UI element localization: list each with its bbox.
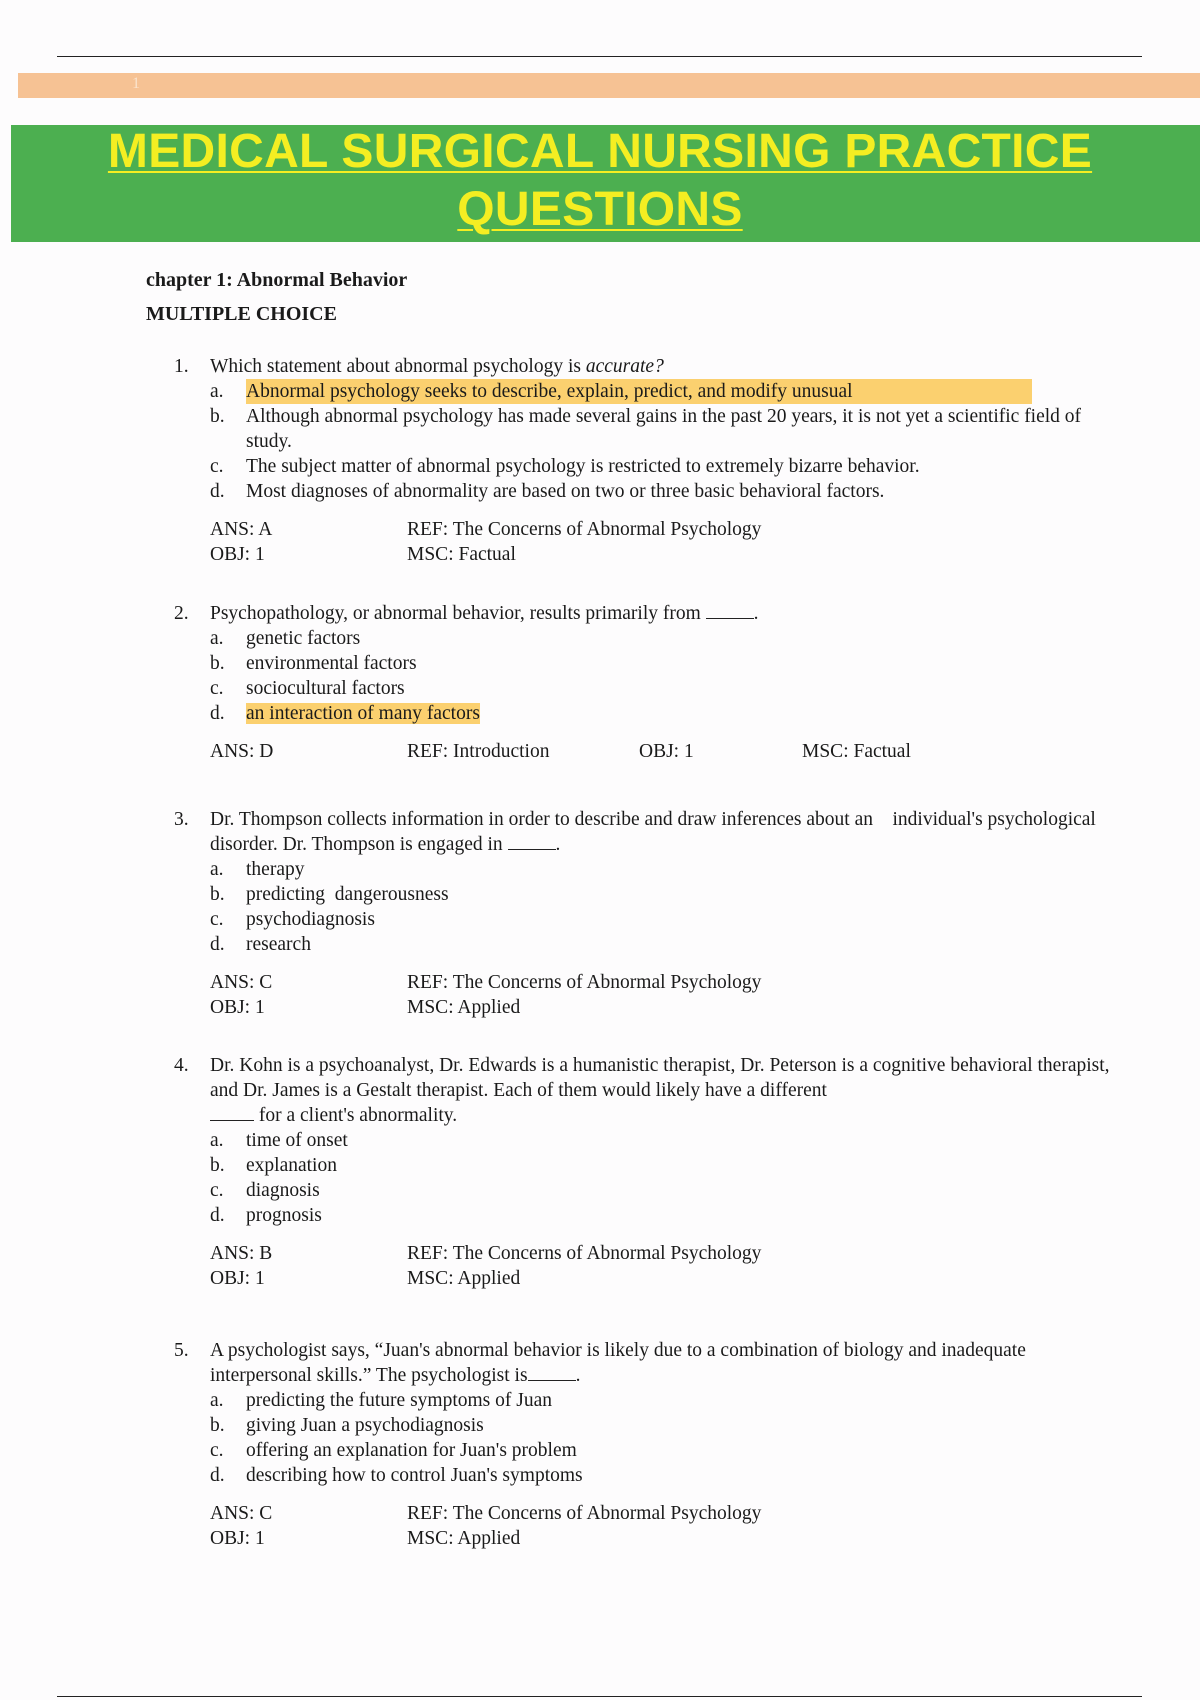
objective: OBJ: 1 <box>210 1528 265 1549</box>
answer-blank <box>210 1106 254 1121</box>
misc-type: MSC: Applied <box>407 1528 521 1549</box>
question-3 <box>174 807 1114 1020</box>
option-list <box>210 379 1114 504</box>
question-stem: Psychopathology, or abnormal behavior, results primarily from . <box>210 603 759 624</box>
option-b: b. explanation <box>210 1155 337 1176</box>
option-d: d. Most diagnoses of abnormality are based on two or three basic behavioral factors. <box>210 481 885 502</box>
option-a: a. predicting the future symptoms of Juan <box>210 1390 552 1411</box>
reference: REF: The Concerns of Abnormal Psychology <box>407 519 762 540</box>
reference: REF: The Concerns of Abnormal Psychology <box>407 972 762 993</box>
option-c: c. diagnosis <box>210 1180 320 1201</box>
question-number: 5. <box>174 1340 189 1361</box>
question-number: 4. <box>174 1055 189 1076</box>
page-title-line1: MEDICAL SURGICAL NURSING PRACTICE <box>107 125 1093 178</box>
reference: REF: The Concerns of Abnormal Psychology <box>407 1243 762 1264</box>
answer-blank <box>528 1366 576 1381</box>
footer-rule <box>57 1696 1142 1697</box>
answer-blank <box>706 604 754 619</box>
answer-key: ANS: C <box>210 1503 273 1524</box>
option-a: a. time of onset <box>210 1130 348 1151</box>
misc-type: MSC: Factual <box>407 544 516 565</box>
option-d: d. research <box>210 934 311 955</box>
page-title-line2: QUESTIONS <box>457 183 743 236</box>
question-stem: Dr. Thompson collects information in order to describe and draw inferences about an individual's psychological disorder. Dr. Thompson is engaged in . <box>210 809 1101 855</box>
question-4 <box>174 1053 1114 1291</box>
answer-meta <box>210 739 1114 764</box>
option-b: b. predicting dangerousness <box>210 884 449 905</box>
option-c: c. psychodiagnosis <box>210 909 375 930</box>
question-5 <box>174 1338 1114 1551</box>
option-c: c. offering an explanation for Juan's problem <box>210 1440 577 1461</box>
question-stem: Which statement about abnormal psychology is accurate? <box>210 356 664 377</box>
header-band <box>18 73 1200 98</box>
header-rule <box>57 56 1142 57</box>
objective: OBJ: 1 <box>639 741 694 762</box>
highlighted-answer: an interaction of many factors <box>246 703 480 724</box>
highlighted-answer: Abnormal psychology seeks to describe, explain, predict, and modify unusual <box>246 379 1032 404</box>
answer-meta <box>210 1501 1114 1551</box>
section-heading: MULTIPLE CHOICE <box>146 303 337 325</box>
objective: OBJ: 1 <box>210 1268 265 1289</box>
option-b: b. Although abnormal psychology has made several gains in the past 20 years, it is not yet a scientific field of study. <box>210 406 1082 452</box>
answer-meta <box>210 1241 1114 1291</box>
objective: OBJ: 1 <box>210 997 265 1018</box>
misc-type: MSC: Factual <box>802 741 911 762</box>
question-1 <box>174 354 1114 567</box>
reference: REF: Introduction <box>407 741 550 762</box>
answer-key: ANS: C <box>210 972 273 993</box>
page-number: 1 <box>132 75 140 92</box>
answer-meta <box>210 970 1114 1020</box>
option-list <box>210 857 1114 957</box>
emphasis-text: accurate? <box>585 356 664 377</box>
reference: REF: The Concerns of Abnormal Psychology <box>407 1503 762 1524</box>
option-d: d. an interaction of many factors <box>210 703 480 724</box>
question-number: 1. <box>174 356 189 377</box>
option-d: d. prognosis <box>210 1205 322 1226</box>
misc-type: MSC: Applied <box>407 997 521 1018</box>
option-a: a. Abnormal psychology seeks to describe, explain, predict, and modify unusual <box>210 379 1114 404</box>
option-list <box>210 1388 1114 1488</box>
question-number: 3. <box>174 809 189 830</box>
question-number: 2. <box>174 603 189 624</box>
answer-key: ANS: B <box>210 1243 273 1264</box>
option-a: a. therapy <box>210 859 305 880</box>
option-b: b. giving Juan a psychodiagnosis <box>210 1415 484 1436</box>
option-a: a. genetic factors <box>210 628 361 649</box>
option-b: b. environmental factors <box>210 653 417 674</box>
misc-type: MSC: Applied <box>407 1268 521 1289</box>
answer-key: ANS: A <box>210 519 273 540</box>
option-d: d. describing how to control Juan's symptoms <box>210 1465 583 1486</box>
answer-blank <box>508 835 556 850</box>
answer-meta <box>210 517 1114 567</box>
option-list <box>210 626 1114 726</box>
question-2 <box>174 601 1114 764</box>
answer-key: ANS: D <box>210 741 274 762</box>
chapter-heading: chapter 1: Abnormal Behavior <box>146 269 408 291</box>
question-stem: Dr. Kohn is a psychoanalyst, Dr. Edwards is a humanistic therapist, Dr. Peterson is a cognitive behavioral therapist, and Dr. James is a Gestalt therapist. Each of them would likely have a different for a client's abnormality. <box>210 1055 1110 1126</box>
question-stem: A psychologist says, “Juan's abnormal behavior is likely due to a combination of biology and inadequate interpersonal skills.” The psychologist is . <box>210 1340 1026 1386</box>
option-list <box>210 1128 1114 1228</box>
option-c: c. The subject matter of abnormal psychology is restricted to extremely bizarre behavior. <box>210 456 920 477</box>
objective: OBJ: 1 <box>210 544 265 565</box>
option-c: c. sociocultural factors <box>210 678 405 699</box>
